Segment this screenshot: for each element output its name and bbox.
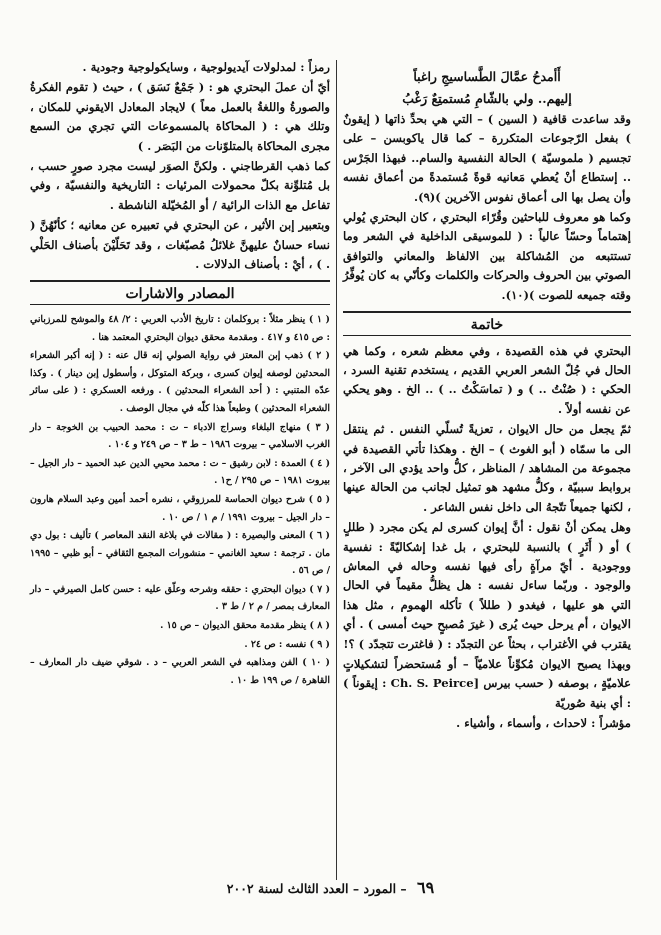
verse-line-2: إليهم.. ولي بالشّامِ مُستمتِعٌ رَغْبُ (402, 91, 572, 106)
body-paragraph: وقد ساعدت قافية ( السين ) – التي هي بحدِّ ذاتها ( إيقونٌ ) بفعل الرّجوعات المتكررة – كما قال ياكوبسن – على تجسيم ( ملموسيّة ) الحالة النفسية والسام.. فبهذا الجَرْس .. إستطاع أنْ يُعطي مَعانيه قوةً مُستمدةً من أعماق نفسه وأن يصل بها الى أعماق نفوس الآخرين )(٩). (343, 112, 631, 204)
footnote-4: ( ٤ ) العمدة : لابن رشيق – ت : محمد محيي الدين عبد الحميد – دار الجيل – بيروت ١٩٨١ – ص ٢٩٥ / ح١ . (30, 457, 331, 487)
footnote-1: ( ١ ) ينظر مثلاً : بروكلمان : تاريخ الأدب العربي : ٢/ ٤٨ والموشح للمرزباني : ص ٤١٥ و ٤١٧ . ومقدمة محقق ديوان البحتري المعتمد هنا . (30, 313, 330, 343)
section-rule (343, 311, 631, 313)
footnote-3: ( ٣ ) منهاج البلغاء وسراج الادباء – ت : محمد الحبيب بن الخوجة – دار الغرب الاسلامي – بيروت ١٩٨٦ – ط ٣ – ص ٢٤٩ و ١٠٤ . (30, 421, 330, 451)
heading-underline (30, 304, 330, 305)
section-rule (30, 280, 330, 282)
footnote-2: ( ٢ ) ذهب إبن المعتز في رواية الصولي إنه قال عنه : ( إنه أكبر الشعراء المحدثين لوصفه إيوان كسرى ، وبركة المتوكل ، وأسطول إبن دينار ) . وكذا عدّه المتنبي : ( أحد الشعراء المحدثين ) . ورفعه العسكري : ( على سائر الشعراء المحدثين ) وطبعاً هذا كلّه في مجال الوصف . (30, 350, 330, 414)
left-column (30, 58, 330, 690)
conclusion-paragraph: وبهذا يصبح الايوان مُكوِّناً علاميّاً – أو مُستحضراً لتشكيلاتٍ علاميّةٍ ، بوصفه ( حسب بيرس [Ch. S. Peirce : إيقوناً ) : أي بنية صُوريّة (343, 657, 631, 710)
verse-line-1: أَأمدحُ عمَّالَ الطَّساسيجِ راغباً (413, 69, 561, 84)
right-column (343, 58, 631, 735)
body-paragraph: كما ذهب القرطاجني . ولكنَّ الصوَر ليست مجرد صورٍ حسب ، بل مُتلوِّنة بكلّ محمولات المرئيات : التاريخية والنفسيّة ، وفي تفاعل مع الذات الرائية / أو المُخيّلة الناشطة . (30, 159, 330, 212)
conclusion-paragraph: وهل يمكن أنْ نقول : أنَّ إيوان كسرى لم يكن مجرد ( طللٍ ) أو ( أَثَرٍ ) بالنسبة للبحتري ، بل غدا إشكاليّةً : نفسية ووجودية . أيّ مرآةٍ رأى فيها نفسه وحاله في المعاش والوجود . وربّما ساءل نفسه : هل يظلُّ مقيماً في الحال التي هو عليها ، فيغدو ( طللاً ) تأكله الهموم ، مثل هذا الايوان ، أم يرحل حيث يُرى ( غيرَ مُصبحٍ حيث أمسى ) . أي يقترب في الأغتراب ، بحثاً عن التجدّد : ( فاغترت تتجدّد ) ؟! (343, 520, 631, 651)
heading-underline (343, 335, 631, 336)
footer-dash: – (400, 881, 407, 896)
body-paragraph: أيّ أن عملَ البحتري هو : ( جَمْعٌ نَسَق ) ، حيث ( تقوم الفكرةُ والصورةُ واللغةُ بالعمل معاً ) لايجاد المعادل الايقوني للمكان ، وتلك هي : ( المحاكاة بالمسموعات التي تجري من السمع مجرى المحاكاة بالمتلوّنات من البَصَر . ) (30, 80, 330, 153)
column-divider (336, 60, 337, 880)
conclusion-paragraph: ثمّ يجعل من حال الايوان ، تعزيةً تُسلّي النفس . ثم ينتقل الى ما سمّاه ( أبو الغوث ) – الخ . وهكذا تأتي القصيدة في مجموعة من المشاهد / المناظر ، كلُّ واحد يؤدي الى الآخر ، بروابط سببيّة ، وكلُّ مشهد هو تمثيل لجانب من الحالة عينها ، لكنها جميعاً تتّجهُ الى داخل نفس الشاعر . (343, 422, 631, 514)
section-heading-references: المصادر والاشارات (125, 285, 235, 302)
conclusion-paragraph: مؤشراً : لاحداث ، وأسماء ، وأشياء . (456, 716, 631, 731)
footnote-5: ( ٥ ) شرح ديوان الحماسة للمرزوقي ، نشره أحمد أمين وعبد السلام هارون – دار الجيل – بيروت ١٩٩١ / م ١ / ص ١٠ . (30, 493, 331, 523)
conclusion-paragraph: البحتري في هذه القصيدة ، وفي معظم شعره ، وكما هي الحال في جُلّ الشعر العربي القديم ، يستخدم تقنية السرد ، الحكي : ( صُنْتُ .. ) و ( تماسَكْتُ .. ) .. الخ . وهو يحكي عن نفسه أولاً . (343, 343, 631, 416)
page-number: ٦٩ (417, 878, 435, 897)
journal-issue-line: المورد – العدد الثالث لسنة ٢٠٠٢ (226, 881, 397, 896)
body-paragraph: رمزاً : لمدلولات آيديولوجية ، وسايكولوجية وجودية . (82, 60, 330, 74)
section-heading-conclusion: خاتمة (470, 316, 504, 333)
body-paragraph: وبتعبير إبن الأثير ، عن البحتري في تعبيره عن معانيه ؛ كأنّهُنَّ ( نساء حسانٌ عليهنَّ غلائلُ مُصبّغات ، وقد تَحَلّيْنَ بأصناف الحَلْي . ) ، أيْ : بأصناف الدلالات . (30, 218, 330, 272)
page-footer (0, 878, 661, 897)
footnote-8: ( ٨ ) ينظر مقدمة محقق الديوان – ص ١٥ . (160, 620, 330, 632)
footnote-6: ( ٦ ) المعنى والبصيرة : ( مقالات في بلاغة النقد المعاصر ) تأليف : بول دي مان . ترجمة : سعيد الغانمي – منشورات المجمع الثقافي – أبو ظبي – ١٩٩٥ / ص ٥٦ . (30, 530, 330, 577)
body-paragraph: وكما هو معروف للباحثين وقُرّاء البحتري ، كان البحتري يُولي إهتماماً وحسّاً عالياً : ( للموسيقى الداخلية في الشعر وما تستتبعه من المُشاكلة بين الالفاظ والمعاني والتوافق الصوتي بين الحروف والحركات والكلمات وكأنّي به كان يُوفِّرُ وقته جميعه للصوت )(١٠). (343, 210, 631, 302)
footnote-9: ( ٩ ) نفسه : ص ٢٤ . (244, 638, 330, 650)
footnote-7: ( ٧ ) ديوان البحتري : حققه وشرحه وعلّق عليه : حسن كامل الصيرفي – دار المعارف بمصر / م ٢ / ط ٣ . (30, 583, 331, 613)
footnote-10: ( ١٠ ) الفن ومذاهبه في الشعر العربي – د . شوقي ضيف دار المعارف – القاهرة / ص ١٩٩ ط ١٠ . (30, 657, 330, 686)
